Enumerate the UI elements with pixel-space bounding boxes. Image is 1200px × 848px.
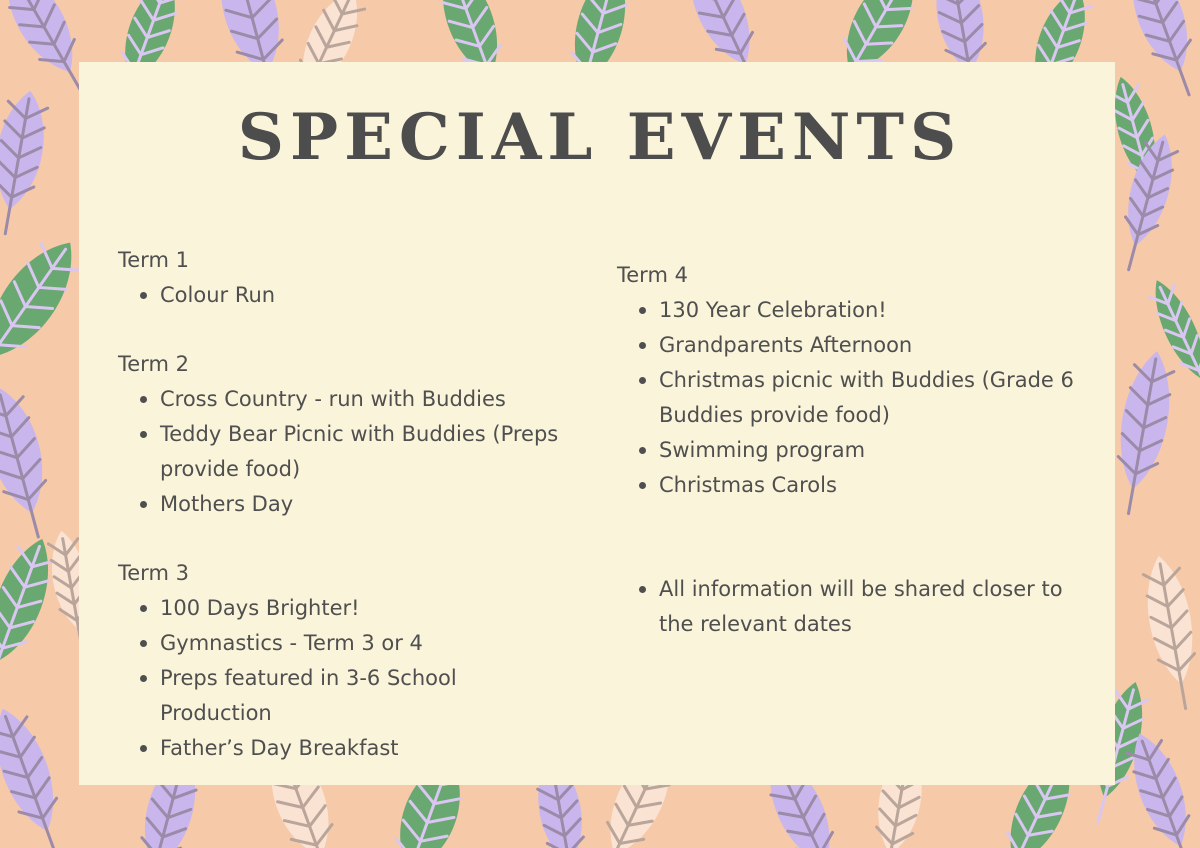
info-note: All information will be shared closer to the relevant dates xyxy=(617,572,1087,642)
list-item: Christmas Carols xyxy=(617,468,1087,503)
term-3-heading: Term 3 xyxy=(118,561,189,585)
list-item: Gymnastics - Term 3 or 4 xyxy=(118,626,568,661)
term-3-list xyxy=(118,591,568,766)
list-item: 130 Year Celebration! xyxy=(617,293,1087,328)
left-column xyxy=(118,243,568,766)
list-item: Preps featured in 3-6 School Production xyxy=(118,661,568,731)
list-item: Mothers Day xyxy=(118,487,568,522)
term-2-list xyxy=(118,382,568,522)
list-item: Christmas picnic with Buddies (Grade 6 Buddies provide food) xyxy=(617,363,1087,433)
list-item: Cross Country - run with Buddies xyxy=(118,382,568,417)
leaf-shape xyxy=(0,701,77,848)
term-4-heading: Term 4 xyxy=(617,263,688,287)
list-item: Swimming program xyxy=(617,433,1087,468)
list-item: Teddy Bear Picnic with Buddies (Preps provide food) xyxy=(118,417,568,487)
term-4-list xyxy=(617,293,1087,503)
leaf-shape xyxy=(0,228,92,393)
list-item: Grandparents Afternoon xyxy=(617,328,1087,363)
list-item: Father’s Day Breakfast xyxy=(118,731,568,766)
leaf-shape xyxy=(1106,347,1179,517)
term-1-list xyxy=(118,278,568,313)
leaf-shape xyxy=(1138,552,1200,712)
list-item: Colour Run xyxy=(118,278,568,313)
right-column xyxy=(617,258,1087,642)
note-list xyxy=(617,572,1087,642)
page-title: SPECIAL EVENTS xyxy=(237,100,963,175)
term-1-heading: Term 1 xyxy=(118,248,189,272)
list-item: 100 Days Brighter! xyxy=(118,591,568,626)
leaf-shape xyxy=(0,381,62,543)
term-2-heading: Term 2 xyxy=(118,352,189,376)
